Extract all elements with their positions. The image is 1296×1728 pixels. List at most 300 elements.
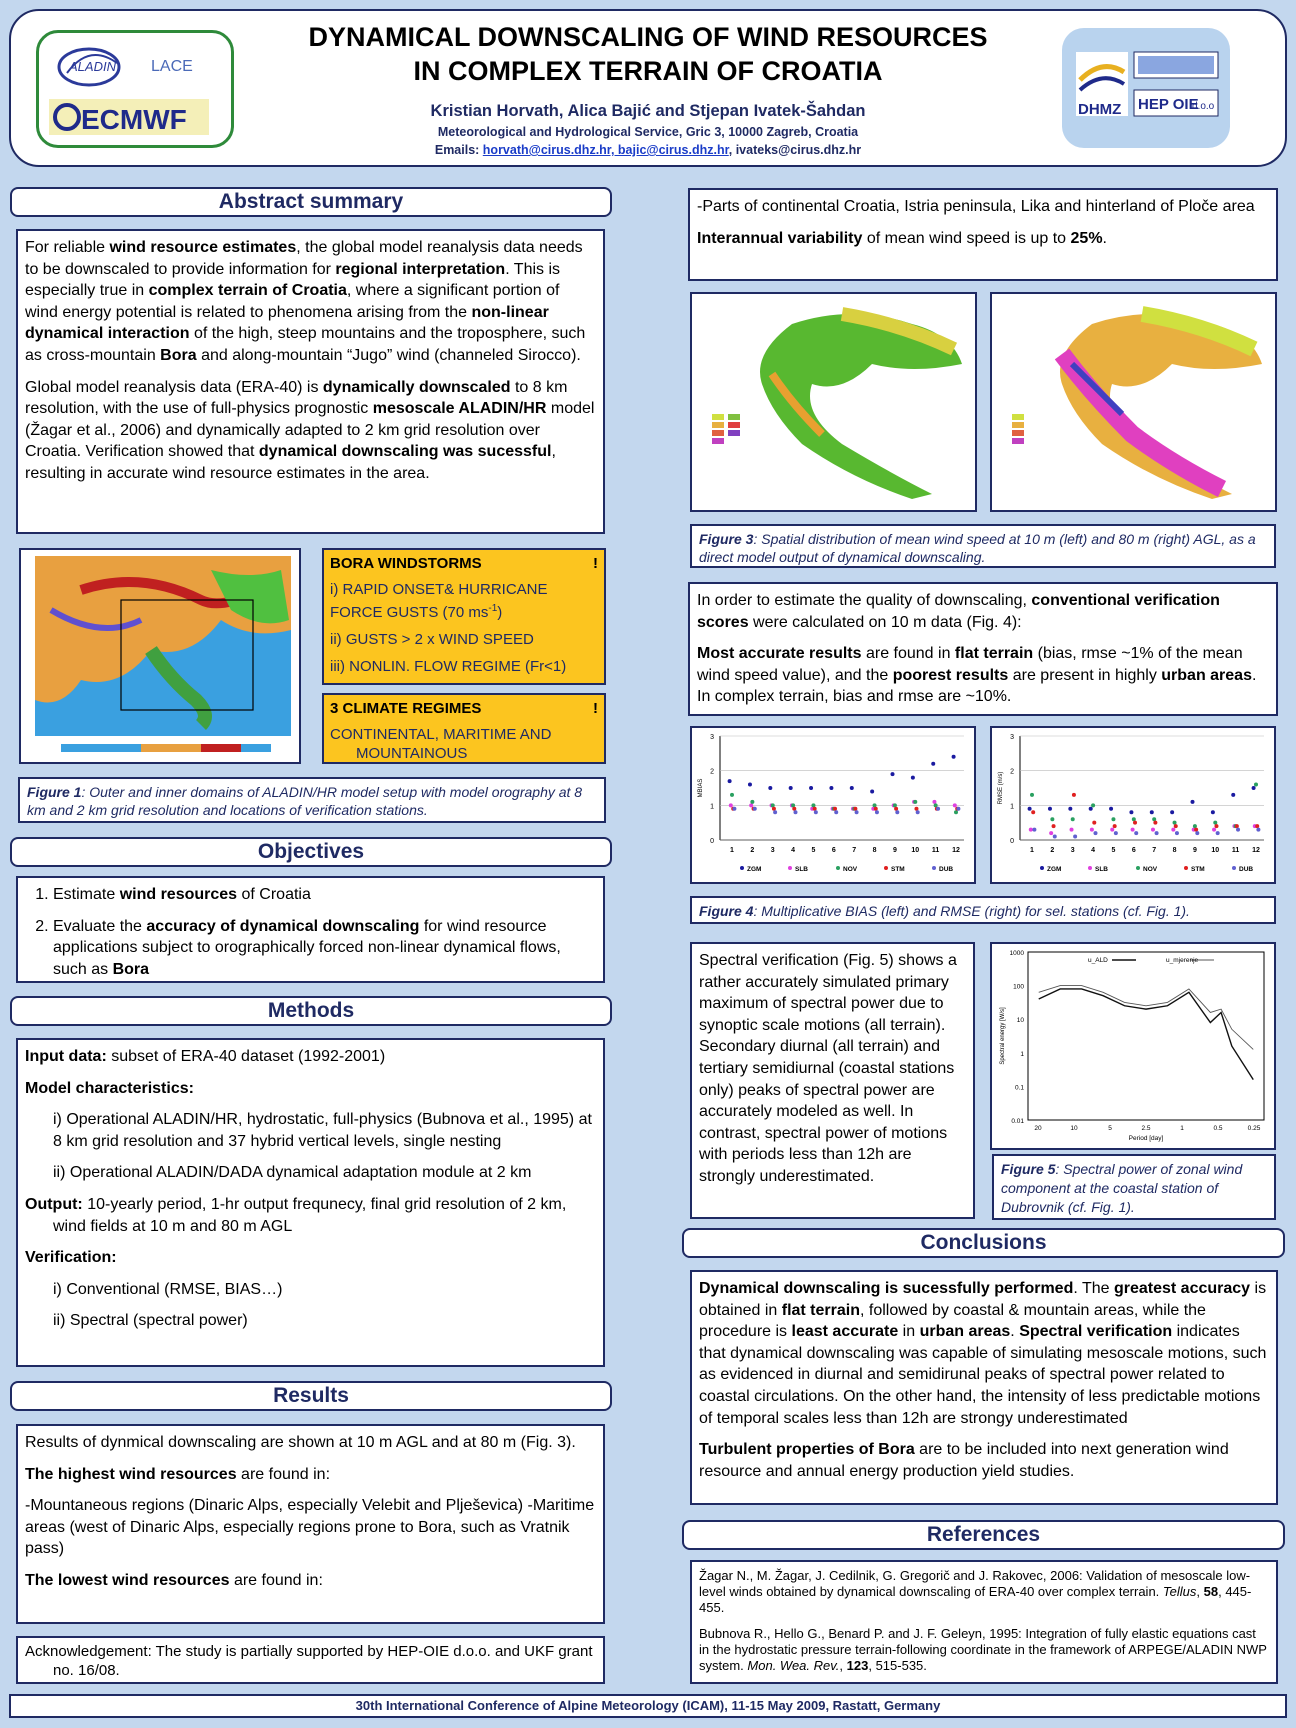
- data-point: [1134, 831, 1138, 835]
- data-point: [1129, 810, 1133, 814]
- x-tick-label: 2: [750, 847, 755, 854]
- data-point: [936, 807, 940, 811]
- data-point: [855, 810, 859, 814]
- data-point: [874, 807, 878, 811]
- figure-1-text: : Outer and inner domains of ALADIN/HR model setup with model orography at 8 km and 2 km grid resolution and locations of verification stations.: [27, 784, 583, 818]
- climate-exclamation: !: [593, 700, 598, 717]
- abstract-p1-run: For reliable: [25, 239, 110, 256]
- legend-label: u_ALD: [1088, 957, 1108, 964]
- partner-logos-right: [1062, 28, 1230, 148]
- y-tick-label: 1: [1020, 1050, 1024, 1058]
- data-point: [932, 800, 936, 804]
- data-point: [1153, 821, 1157, 825]
- x-tick-label: 0.5: [1213, 1125, 1223, 1132]
- x-tick-label: 10: [911, 847, 920, 854]
- results-continued-box: [688, 188, 1278, 281]
- y-tick-label: 0.1: [1014, 1084, 1024, 1092]
- spectral-verification-text: Spectral verification (Fig. 5) shows a rather accurately simulated primary maximum of spectral power due to synoptic scale motions (all terrain). Secondary diurnal (all terrain) and tertiary semidiurnal (coastal stations only) peaks of spectral power are accurately modeled as well. In contrast, spectral power of motions with periods less than 12h are strongly underestimated.: [699, 952, 957, 1185]
- spectrum-line: [1039, 986, 1254, 1050]
- reference-1-run: 58: [1203, 1584, 1219, 1599]
- figure-4-label: Figure 4: [699, 903, 754, 919]
- abstract-p1-run: complex terrain of Croatia: [148, 282, 347, 300]
- figure-5-caption: [992, 1154, 1276, 1220]
- verification-p2-run: poorest results: [892, 666, 1009, 684]
- aladin-logo: ALADIN: [69, 59, 116, 74]
- data-point: [833, 807, 837, 811]
- data-point: [1152, 817, 1156, 821]
- climate-regimes-box: [322, 693, 606, 764]
- data-point: [1132, 817, 1136, 821]
- objective-item: [53, 884, 596, 906]
- y-tick-label: 100: [1013, 983, 1024, 991]
- conclusions-heading: Conclusions: [682, 1228, 1285, 1258]
- x-tick-label: 3: [1070, 847, 1075, 854]
- methods-input-label: Input data:: [25, 1048, 107, 1065]
- legend-label: STM: [891, 866, 905, 873]
- x-tick-label: 6: [831, 847, 836, 854]
- figure-1-label: Figure 1: [27, 784, 82, 800]
- data-point: [956, 807, 960, 811]
- verification-p2-run: are found in: [861, 645, 955, 663]
- abstract-p2-run: , resulting in accurate wind resource estimates in the area.: [25, 443, 556, 482]
- figure-4-caption: [690, 896, 1276, 924]
- methods-input: [25, 1046, 596, 1068]
- data-point: [914, 807, 918, 811]
- bora-item-1-end: ): [497, 604, 503, 621]
- data-point: [1050, 817, 1054, 821]
- abstract-p1-run: regional interpretation: [335, 260, 506, 278]
- verification-p2-run: flat terrain: [954, 645, 1034, 663]
- figure-5-label: Figure 5: [1001, 1161, 1056, 1177]
- data-point: [1030, 793, 1034, 797]
- legend-label: STM: [1191, 866, 1205, 873]
- reference-2-run: ,: [839, 1658, 847, 1673]
- rmse-chart-svg: [992, 728, 1274, 882]
- conclusions-box: [690, 1270, 1278, 1505]
- data-point: [870, 789, 874, 793]
- data-point: [811, 803, 815, 807]
- abstract-p2-run: to 8 km resolution, with the use of full-physics prognostic: [25, 378, 568, 418]
- data-point: [1071, 817, 1075, 821]
- data-point: [934, 803, 938, 807]
- verification-p2-run: (bias, rmse ~1% of the mean wind speed value), and the: [697, 645, 1243, 684]
- x-tick-label: 9: [892, 847, 897, 854]
- figure-3-map-10m: [690, 292, 977, 512]
- x-tick-label: 10: [1211, 847, 1220, 854]
- data-point: [792, 807, 796, 811]
- data-point: [1255, 824, 1259, 828]
- legend-marker: [1088, 866, 1092, 870]
- abstract-p1-run: . This is especially true in: [25, 260, 561, 300]
- methods-output: [25, 1194, 596, 1237]
- figure-1-caption: [18, 777, 606, 823]
- verification-p1-run: were calculated on 10 m data (Fig. 4):: [748, 613, 1022, 631]
- legend-label: SLB: [1095, 866, 1108, 873]
- methods-output-text: 10-yearly period, 1-hr output frequnecy, final grid resolution of 2 km, wind fields at 10 m and 80 m AGL: [53, 1195, 567, 1235]
- data-point: [728, 779, 732, 783]
- data-point: [1089, 807, 1093, 811]
- legend-marker: [1184, 866, 1188, 870]
- methods-verif-i: i) Conventional (RMSE, BIAS…): [53, 1280, 283, 1298]
- data-point: [1212, 828, 1216, 832]
- y-axis-label: Spectral energy [W/s]: [1000, 1007, 1006, 1065]
- data-point: [750, 800, 754, 804]
- x-tick-label: 3: [770, 847, 775, 854]
- data-point: [1174, 824, 1178, 828]
- conclusions-p1-run: greatest accuracy: [1113, 1280, 1251, 1297]
- conference-footer: 30th International Conference of Alpine Meteorology (ICAM), 11-15 May 2009, Rastatt, Germany: [9, 1694, 1287, 1718]
- data-point: [1048, 807, 1052, 811]
- data-point: [1173, 821, 1177, 825]
- results-regions: -Mountaneous regions (Dinaric Alps, especially Velebit and Plješevica) -Maritime areas (west of Dinaric Alps, especially regions prone to Bora, such as Vratnik pass): [25, 1497, 595, 1558]
- verification-paragraph-2: [697, 643, 1269, 708]
- objective-2-run: accuracy of dynamical downscaling: [146, 917, 420, 935]
- verification-p1-run: conventional verification scores: [697, 592, 1220, 631]
- reference-2-run: 123: [846, 1658, 869, 1673]
- legend-marker: [1232, 866, 1236, 870]
- x-tick-label: 1: [1030, 847, 1034, 854]
- affiliation: Meteorological and Hydrological Service, Gric 3, 10000 Zagreb, Croatia: [437, 125, 859, 139]
- results-lowest: [25, 1570, 596, 1592]
- data-point: [1072, 793, 1076, 797]
- methods-model-label-text: Model characteristics:: [25, 1079, 194, 1097]
- data-point: [791, 803, 795, 807]
- data-point: [952, 755, 956, 759]
- data-point: [873, 803, 877, 807]
- data-point: [1073, 835, 1077, 839]
- y-tick-label: 0: [710, 838, 714, 845]
- objectives-heading: Objectives: [10, 837, 612, 867]
- data-point: [1213, 821, 1217, 825]
- data-point: [895, 810, 899, 814]
- objective-2-run: for wind resource applications subject to orographically forced non-linear dynamical flows, such as: [53, 917, 561, 978]
- data-point: [891, 772, 895, 776]
- objective-1-run: Estimate: [53, 886, 120, 903]
- legend-label: ZGM: [747, 866, 762, 873]
- data-point: [1052, 824, 1056, 828]
- reference-1-run: Žagar N., M. Žagar, J. Cedilnik, G. Gregorič and J. Rakovec, 2006: Validation of mesoscale low-level winds obtained by dynamical downscaling of ERA-40 over complex terrain.: [699, 1568, 1251, 1599]
- legend-marker: [932, 866, 936, 870]
- data-point: [1133, 821, 1137, 825]
- y-tick-label: 3: [710, 734, 714, 741]
- data-point: [1114, 831, 1118, 835]
- methods-model-label: [25, 1078, 596, 1100]
- y-tick-label: 1000: [1009, 950, 1024, 957]
- abstract-heading: Abstract summary: [10, 187, 612, 217]
- figure-1-domain-map: [19, 548, 301, 764]
- x-tick-label: 8: [872, 847, 877, 854]
- results-continued-regions: -Parts of continental Croatia, Istria peninsula, Lika and hinterland of Ploče area: [697, 198, 1255, 215]
- y-tick-label: 1: [710, 803, 714, 811]
- abstract-p2-run: Global model reanalysis data (ERA-40) is: [25, 378, 323, 396]
- interannual-end: .: [1102, 229, 1107, 247]
- spectrum-chart-svg: [992, 944, 1274, 1148]
- data-point: [1090, 828, 1094, 832]
- reference-1: [699, 1568, 1269, 1616]
- verification-p1-run: In order to estimate the quality of downscaling,: [697, 592, 1032, 609]
- y-tick-label: 0.01: [1011, 1118, 1024, 1125]
- verification-p2-run: are present in highly: [1008, 666, 1162, 684]
- y-tick-label: 0: [1010, 838, 1014, 845]
- data-point: [1236, 828, 1240, 832]
- methods-model-i: [25, 1109, 596, 1152]
- data-point: [1131, 828, 1135, 832]
- abstract-p1-run: , where a significant portion of wind energy potential is related to phenomena arising from the: [25, 282, 560, 321]
- data-point: [1032, 828, 1036, 832]
- methods-box: [16, 1038, 605, 1367]
- data-point: [931, 762, 935, 766]
- conclusions-p1-run: in: [898, 1323, 920, 1341]
- data-point: [1175, 831, 1179, 835]
- conclusions-p1-run: . The: [1073, 1280, 1114, 1297]
- conclusions-p1-run: , followed by coastal & mountain areas, while the procedure is: [699, 1301, 1206, 1341]
- spectral-verification-box: [690, 942, 975, 1219]
- lace-logo: LACE: [151, 58, 193, 75]
- abstract-p2-run: model (Žagar et al., 2006) and dynamically adapted to 2 km grid resolution over Croatia. Verification showed that: [25, 400, 595, 461]
- methods-output-label: Output:: [25, 1195, 83, 1213]
- results-highest: [25, 1464, 596, 1486]
- acknowledgement-text: Acknowledgement: The study is partially supported by HEP-OIE d.o.o. and UKF grant no. 16/08.: [25, 1643, 593, 1679]
- figure-5-spectrum-chart: [990, 942, 1276, 1150]
- objective-1-run: wind resources: [119, 886, 238, 903]
- reference-2-run: , 515-535.: [868, 1658, 927, 1673]
- data-point: [814, 810, 818, 814]
- data-point: [730, 793, 734, 797]
- x-tick-label: 2: [1050, 847, 1055, 854]
- x-tick-label: 12: [952, 847, 960, 854]
- bias-chart-svg: [692, 728, 974, 882]
- data-point: [1070, 828, 1074, 832]
- objectives-box: [16, 876, 605, 983]
- data-point: [732, 807, 736, 811]
- x-axis-label: Period [day]: [1128, 1135, 1164, 1142]
- objective-item: [53, 916, 596, 981]
- conclusions-p1-run: urban areas: [919, 1323, 1011, 1341]
- x-tick-label: 5: [1108, 1125, 1112, 1132]
- data-point: [1109, 807, 1113, 811]
- conclusions-p1-run: indicates that dynamical downscaling was capable of simulating mesoscale motions, such as evidenced in diurnal and semidirunal peaks of spectral power related to coastal circulations. On the other hand, the intensity of less predictable motions of temporal scales less than 12h are strongy underestimated: [699, 1323, 1267, 1427]
- data-point: [1155, 831, 1159, 835]
- reference-2-run: Bubnova R., Hello G., Benard P. and J. F. Geleyn, 1995: Integration of fully elastic equations cast in the hydrostatic pressure terrain-following coordinate in the framework of ARPEGE/ALADIN NWP system.: [699, 1626, 1267, 1673]
- data-point: [1211, 810, 1215, 814]
- references-box: [690, 1560, 1278, 1684]
- data-point: [1191, 800, 1195, 804]
- abstract-p2-run: dynamically downscaled: [322, 378, 511, 396]
- reference-1-run: , 445-455.: [699, 1584, 1252, 1615]
- reference-1-run: ,: [1196, 1584, 1204, 1599]
- climate-line-1: CONTINENTAL, MARITIME AND: [330, 726, 552, 743]
- data-point: [768, 786, 772, 790]
- ecmwf-logo: ECMWF: [81, 104, 187, 135]
- data-point: [1031, 810, 1035, 814]
- data-point: [813, 807, 817, 811]
- legend-marker: [836, 866, 840, 870]
- bora-exclamation: !: [593, 555, 598, 572]
- abstract-p2-run: dynamical downscaling was sucessful: [258, 443, 552, 461]
- x-tick-label: 10: [1070, 1125, 1078, 1132]
- data-point: [894, 807, 898, 811]
- spectrum-line: [1039, 989, 1254, 1080]
- interannual-value: 25%: [1070, 229, 1103, 247]
- data-point: [1028, 807, 1032, 811]
- data-point: [1091, 803, 1095, 807]
- bora-windstorms-box: [322, 548, 606, 685]
- results-heading: Results: [10, 1381, 612, 1411]
- x-tick-label: 11: [931, 847, 940, 854]
- hep-logo: HEP OIE: [1138, 96, 1199, 113]
- conclusions-p1-run: is obtained in: [699, 1280, 1267, 1319]
- legend-label: DUB: [939, 866, 954, 873]
- figure-4-text: : Multiplicative BIAS (left) and RMSE (right) for sel. stations (cf. Fig. 1).: [753, 903, 1190, 919]
- acknowledgement: [16, 1636, 605, 1684]
- data-point: [829, 786, 833, 790]
- results-box: [16, 1424, 605, 1624]
- emails-label: Emails:: [434, 143, 483, 157]
- abstract-paragraph-2: [25, 377, 596, 485]
- figure-3-text: : Spatial distribution of mean wind speed at 10 m (left) and 80 m (right) AGL, as a direct model output of dynamical downscaling.: [699, 531, 1256, 565]
- abstract-p1-run: of the high, steep mountains and the troposphere, such as cross-mountain: [25, 325, 586, 364]
- conclusions-p1-run: Dynamical downscaling is sucessfully performed: [699, 1280, 1074, 1297]
- data-point: [749, 803, 753, 807]
- abstract-p1-run: Bora: [160, 346, 197, 364]
- data-point: [1110, 828, 1114, 832]
- x-tick-label: 20: [1034, 1125, 1042, 1132]
- data-point: [1111, 817, 1115, 821]
- bora-item-3: iii) NONLIN. FLOW REGIME (Fr<1): [330, 658, 567, 675]
- y-tick-label: 3: [1010, 734, 1014, 741]
- y-axis-label: MBIAS: [698, 778, 704, 798]
- data-point: [1093, 831, 1097, 835]
- data-point: [748, 783, 752, 787]
- data-point: [954, 810, 958, 814]
- results-highest-label: The highest wind resources: [25, 1465, 237, 1483]
- poster-title: [220, 20, 1076, 88]
- conclusions-p1-run: flat terrain: [781, 1301, 860, 1319]
- data-point: [789, 786, 793, 790]
- conclusions-paragraph-1: [699, 1278, 1269, 1429]
- results-lowest-label: The lowest wind resources: [25, 1571, 230, 1589]
- figure-3-label: Figure 3: [699, 531, 754, 547]
- x-tick-label: 8: [1172, 847, 1177, 854]
- reference-2-run: Mon. Wea. Rev.: [747, 1658, 840, 1673]
- legend-label: SLB: [795, 866, 808, 873]
- legend-marker: [884, 866, 888, 870]
- legend-marker: [1136, 866, 1140, 870]
- verification-p2-run: urban areas: [1161, 666, 1252, 684]
- data-point: [809, 786, 813, 790]
- data-point: [753, 807, 757, 811]
- abstract-p2-run: mesoscale ALADIN/HR: [372, 400, 547, 418]
- data-point: [1194, 828, 1198, 832]
- y-tick-label: 1: [1010, 803, 1014, 811]
- figure-5-text: : Spectral power of zonal wind component at the coastal station of Dubrovnik (cf. Fig. 1).: [1001, 1161, 1243, 1215]
- objectives-list: [25, 884, 596, 980]
- data-point: [850, 786, 854, 790]
- methods-verif-label-text: Verification:: [25, 1249, 117, 1267]
- y-tick-label: 2: [1010, 768, 1014, 776]
- data-point: [1150, 810, 1154, 814]
- bora-item-1-sup: -1: [488, 603, 498, 614]
- data-point: [793, 810, 797, 814]
- email-plain: , ivateks@cirus.dhz.hr: [728, 143, 862, 157]
- verification-p2-run: Most accurate results: [697, 645, 862, 663]
- interannual-variability: [697, 228, 1269, 250]
- data-point: [1235, 824, 1239, 828]
- data-point: [853, 807, 857, 811]
- verification-p2-run: . In complex terrain, bias and rmse are ~10%.: [697, 666, 1257, 706]
- data-point: [1256, 828, 1260, 832]
- email-links[interactable]: horvath@cirus.dhz.hr, bajic@cirus.dhz.hr: [482, 143, 729, 157]
- x-tick-label: 2.5: [1141, 1125, 1151, 1132]
- data-point: [893, 803, 897, 807]
- legend-label: NOV: [1143, 866, 1158, 873]
- abstract-p1-run: non-linear dynamical interaction: [25, 303, 549, 343]
- methods-input-text: subset of ERA-40 dataset (1992-2001): [106, 1048, 386, 1065]
- figure-4-bias-chart: [690, 726, 976, 884]
- data-point: [875, 810, 879, 814]
- x-tick-label: 9: [1192, 847, 1197, 854]
- x-tick-label: 11: [1231, 847, 1240, 854]
- data-point: [1171, 828, 1175, 832]
- data-point: [1068, 807, 1072, 811]
- data-point: [913, 800, 917, 804]
- x-tick-label: 1: [730, 847, 734, 854]
- methods-heading: Methods: [10, 996, 612, 1026]
- y-axis-label: RMSE (m/s): [998, 771, 1004, 805]
- data-point: [771, 803, 775, 807]
- title-line-1: DYNAMICAL DOWNSCALING OF WIND RESOURCES: [308, 22, 988, 52]
- title-line-2: IN COMPLEX TERRAIN OF CROATIA: [413, 56, 883, 86]
- data-point: [1216, 831, 1220, 835]
- conclusions-p1-run: Spectral verification: [1019, 1323, 1173, 1341]
- data-point: [1092, 821, 1096, 825]
- y-tick-label: 2: [710, 768, 714, 776]
- data-point: [773, 810, 777, 814]
- data-point: [1195, 831, 1199, 835]
- legend-label: ZGM: [1047, 866, 1062, 873]
- conclusions-p1-run: .: [1010, 1323, 1020, 1341]
- references-heading: References: [682, 1520, 1285, 1550]
- reference-2: [699, 1626, 1269, 1674]
- data-point: [1113, 824, 1117, 828]
- abstract-paragraph-1: [25, 237, 596, 367]
- climate-heading: 3 CLIMATE REGIMES: [330, 700, 482, 717]
- data-point: [1254, 783, 1258, 787]
- conclusions-p2-run: are to be included into next generation wind resource and annual energy production yield studies.: [699, 1441, 1229, 1480]
- legend-label: u_mjerenje: [1166, 957, 1199, 964]
- results-highest-text: are found in:: [236, 1465, 331, 1483]
- data-point: [1151, 828, 1155, 832]
- interannual-label: Interannual variability: [697, 229, 863, 247]
- data-point: [1252, 786, 1256, 790]
- abstract-p1-run: and along-mountain “Jugo” wind (channeled Sirocco).: [196, 346, 581, 364]
- bora-item-2: ii) GUSTS > 2 x WIND SPEED: [330, 631, 534, 648]
- legend-marker: [788, 866, 792, 870]
- objective-1-run: of Croatia: [237, 886, 311, 903]
- data-point: [911, 776, 915, 780]
- methods-model-ii: ii) Operational ALADIN/DADA dynamical adaptation module at 2 km: [53, 1164, 532, 1182]
- emails: [220, 143, 1076, 157]
- bora-item-1-text: i) RAPID ONSET& HURRICANE FORCE GUSTS (70 ms: [330, 581, 548, 621]
- figure-3-map-80m: [990, 292, 1277, 512]
- conclusions-p1-run: least accurate: [791, 1323, 899, 1341]
- methods-verif-label: [25, 1247, 596, 1269]
- x-tick-label: 5: [811, 847, 816, 854]
- data-point: [1170, 810, 1174, 814]
- results-lowest-text: are found in:: [229, 1571, 323, 1589]
- interannual-text: of mean wind speed is up to: [862, 229, 1071, 247]
- data-point: [1053, 835, 1057, 839]
